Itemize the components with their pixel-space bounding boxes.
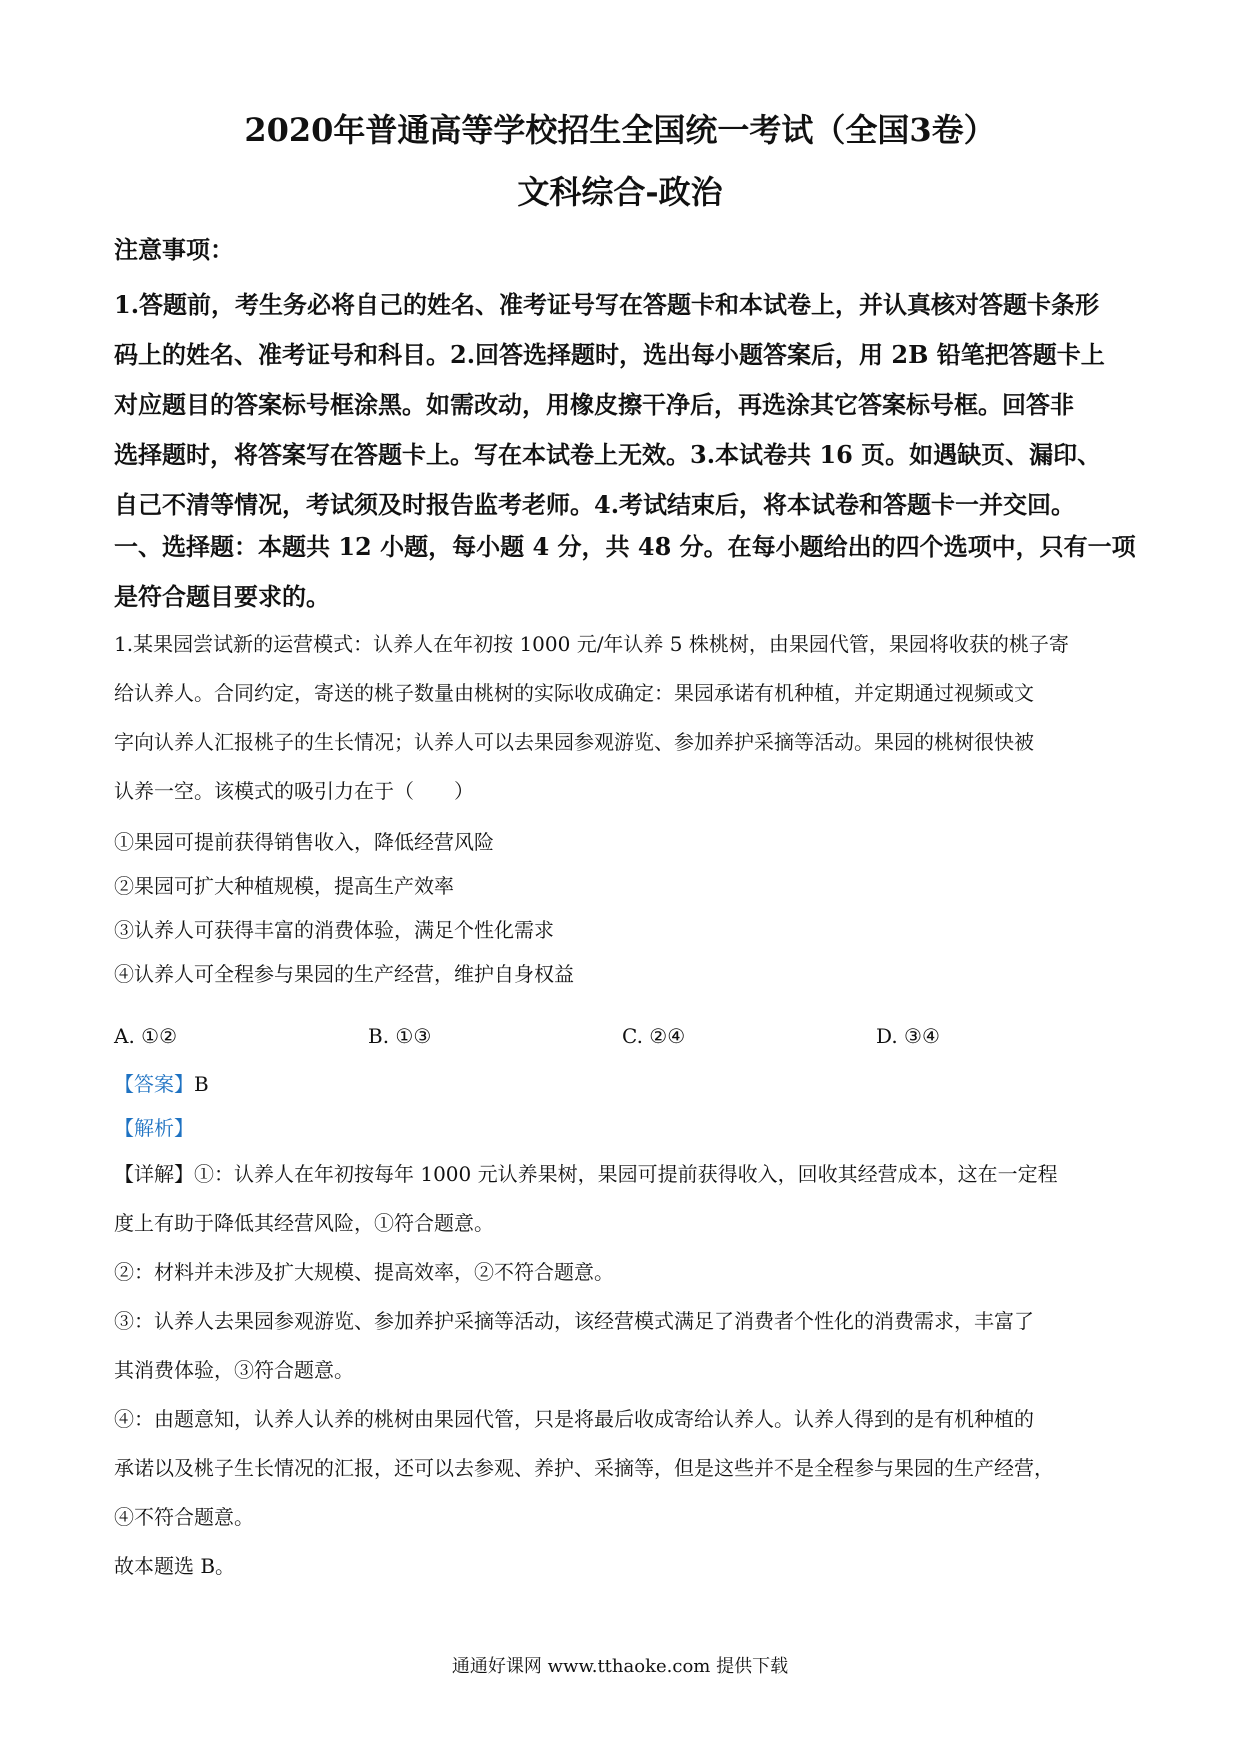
answer-line xyxy=(114,1064,209,1104)
stem-line: 给认养人。合同约定，寄送的桃子数量由桃树的实际收成确定：果园承诺有机种植，并定期通过视频或文 xyxy=(114,681,1034,705)
choice-d: D. ③④ xyxy=(876,1024,940,1048)
choice-c: C. ②④ xyxy=(622,1024,686,1048)
analysis-line xyxy=(114,1108,194,1148)
detail-line: 【详解】①：认养人在年初按每年 1000 元认养果树，果园可提前获得收入，回收其经营成本，这在一定程 xyxy=(114,1162,1058,1186)
detail-line: ④不符合题意。 xyxy=(114,1505,254,1529)
statement-2: ②果园可扩大种植规模，提高生产效率 xyxy=(114,874,454,898)
choice-a: A. ①② xyxy=(114,1024,178,1048)
section-line: 是符合题目要求的。 xyxy=(114,582,330,611)
exam-title: 2020年普通高等学校招生全国统一考试（全国3卷） xyxy=(244,111,996,149)
section-heading xyxy=(114,522,1134,622)
answer-choices xyxy=(114,1016,1134,1056)
question-1-stem xyxy=(114,620,1134,816)
notice-line: 1.答题前，考生务必将自己的姓名、准考证号写在答题卡和本试卷上，并认真核对答题卡条形 xyxy=(114,290,1100,319)
choice-b: B. ①③ xyxy=(368,1024,432,1048)
detail-line: ②：材料并未涉及扩大规模、提高效率，②不符合题意。 xyxy=(114,1260,614,1284)
detail-line: 其消费体验，③符合题意。 xyxy=(114,1358,354,1382)
detail-line: 故本题选 B。 xyxy=(114,1554,236,1578)
notice-heading: 注意事项： xyxy=(114,235,234,264)
detail-line: 承诺以及桃子生长情况的汇报，还可以去参观、养护、采摘等，但是这些并不是全程参与果园的生产经营， xyxy=(114,1456,1054,1480)
detail-explanation xyxy=(114,1150,1134,1591)
section-line: 一、选择题：本题共 12 小题，每小题 4 分，共 48 分。在每小题给出的四个选项中，只有一项 xyxy=(114,532,1136,561)
notice-body xyxy=(114,280,1134,530)
statement-4: ④认养人可全程参与果园的生产经营，维护自身权益 xyxy=(114,962,574,986)
notice-line: 自己不清等情况，考试须及时报告监考老师。4.考试结束后，将本试卷和答题卡一并交回。 xyxy=(114,490,1076,519)
detail-line: ④：由题意知，认养人认养的桃树由果园代管，只是将最后收成寄给认养人。认养人得到的是有机种植的 xyxy=(114,1407,1034,1431)
stem-line: 认养一空。该模式的吸引力在于（ ） xyxy=(114,779,474,803)
answer-value: B xyxy=(194,1072,209,1096)
notice-line: 码上的姓名、准考证号和科目。2.回答选择题时，选出每小题答案后，用 2B 铅笔把答题卡上 xyxy=(114,340,1105,369)
analysis-label: 【解析】 xyxy=(114,1116,194,1140)
stem-line: 1.某果园尝试新的运营模式：认养人在年初按 1000 元/年认养 5 株桃树，由果园代管，果园将收获的桃子寄 xyxy=(114,632,1069,656)
notice-line: 选择题时，将答案写在答题卡上。写在本试卷上无效。3.本试卷共 16 页。如遇缺页、漏印、 xyxy=(114,440,1102,469)
detail-line: 度上有助于降低其经营风险，①符合题意。 xyxy=(114,1211,494,1235)
detail-line: ③：认养人去果园参观游览、参加养护采摘等活动，该经营模式满足了消费者个性化的消费需求，丰富了 xyxy=(114,1309,1034,1333)
statement-1: ①果园可提前获得销售收入，降低经营风险 xyxy=(114,830,494,854)
exam-subtitle: 文科综合-政治 xyxy=(517,173,723,211)
page-footer: 通通好课网 www.tthaoke.com 提供下载 xyxy=(451,1656,789,1677)
answer-label: 【答案】 xyxy=(114,1072,194,1096)
notice-line: 对应题目的答案标号框涂黑。如需改动，用橡皮擦干净后，再选涂其它答案标号框。回答非 xyxy=(114,390,1074,419)
statement-3: ③认养人可获得丰富的消费体验，满足个性化需求 xyxy=(114,918,554,942)
stem-line: 字向认养人汇报桃子的生长情况；认养人可以去果园参观游览、参加养护采摘等活动。果园的桃树很快被 xyxy=(114,730,1034,754)
